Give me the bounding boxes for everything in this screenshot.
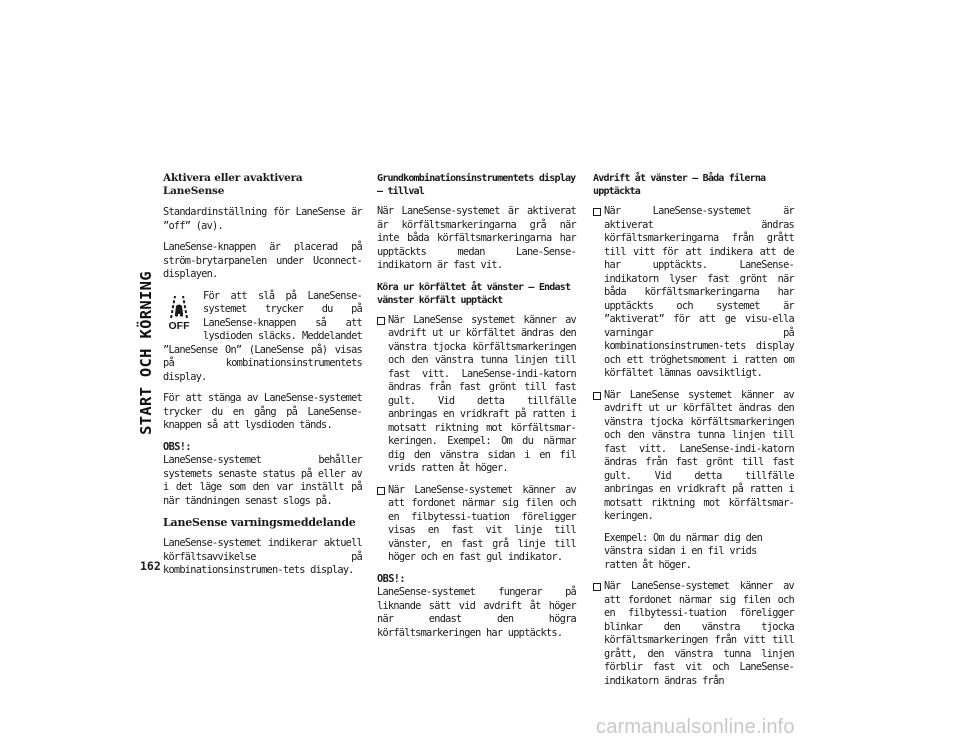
bullet-item: När LaneSense systemet känner av avdrift ut ur körfältet ändras den vänstra tjocka körfältsmarkeringen och den vänstra tunna linjen till fast vitt. LaneSense-indi-katorn ändras från fast grönt till fast gult. Vid detta tillfälle anbringas en vridkraft på ratten i motsatt riktning mot körfältsmar-keringen. [593, 389, 794, 524]
column-3 [593, 172, 794, 696]
paragraph-turn-off: För att stänga av LaneSense-systemet trycker du en gång på LaneSense-knappen så att lysdioden tänds. [163, 392, 362, 431]
section-title: START OCH KÖRNING [137, 271, 155, 435]
lanesense-icon-block [163, 290, 362, 385]
bullet-item: När LaneSense-systemet är aktiverat ändras körfältsmarkeringarna från grått till vitt för att indikera att de har upptäckts. LaneSense-indikatorn lyser fast grönt när båda körfältsmarkeringarna har upptäckts och systemet är ”aktiverat” för att ge visu-ella varningar på kombinationsinstrumen-tets display och ett tröghetsmoment i ratten om körfältet lämnas oavsiktligt. [593, 205, 794, 381]
paragraph-turn-on: För att slå på LaneSense-systemet trycker du på LaneSense-knappen så att lysdioden släcks. Meddelandet ”LaneSense On” (LaneSense på) visas på kombinationsinstrumentets display. [163, 289, 362, 383]
paragraph-warning: LaneSense-systemet indikerar aktuell körfältsavvikelse på kombinationsinstrumen-tets display. [163, 537, 362, 576]
bullet-item: När LaneSense-systemet känner av att fordonet närmar sig filen och en filbytessi-tuation föreligger visas en fast vit linje till vänster, en fast grå linje till höger och en fast gul indikator. [377, 484, 576, 565]
lanesense-off-icon [163, 294, 195, 334]
heading-display-option: Grundkombinationsinstrumentets display – tillval [377, 173, 576, 197]
paragraph-example: Exempel: Om du närmar dig den vänstra sidan i en fil vrids ratten åt höger. [604, 531, 763, 571]
page-number: 162 [140, 559, 161, 573]
note-label: OBS!: [163, 440, 191, 453]
watermark: carmanualsonline.info [596, 716, 795, 738]
bullet-item: När LaneSense systemet känner av avdrift ut ur körfältet ändras den vänstra tjocka körfältsmarkeringen och den vänstra tunna linjen till fast vitt. LaneSense-indi-katorn ändras från fast grönt till fast gult. Vid detta tillfälle anbringas en vridkraft på ratten i motsatt riktning mot körfältsmar-keringen. Exempel: Om du närmar dig den vänstra sidan i en fil vrids ratten åt höger. [377, 314, 576, 476]
heading-both-lanes: Avdrift åt vänster – Båda filerna upptäckta [593, 173, 766, 197]
bullet-item: När LaneSense-systemet känner av att fordonet närmar sig filen och en filbytessi-tuation föreligger blinkar den vänstra tjocka körfältsmarkeringen från vitt till grått, den vänstra tunna linjen förblir fast vit och LaneSense-indikatorn ändras från [593, 580, 794, 688]
note-text: LaneSense-systemet behåller systemets senaste status på eller av i det läge som den var inställt på när tändningen senast slogs på. [163, 454, 362, 507]
note-block-2 [377, 573, 576, 641]
note-label: OBS!: [377, 572, 405, 585]
lane-car-icon [166, 294, 192, 320]
paragraph-display: När LaneSense-systemet är aktiverat är körfältsmarkeringarna grå när inte båda körfältsmarkeringarna har upptäckts medan Lane-Sense-indikatorn är fast vit. [377, 205, 576, 271]
column-2 [377, 172, 576, 648]
note-block-1 [163, 441, 362, 509]
paragraph-default-setting: Standardinställning för LaneSense är ”off” (av). [163, 206, 362, 232]
paragraph-button-location: LaneSense-knappen är placerad på ström-brytarpanelen under Uconnect-displayen. [163, 241, 362, 280]
heading-warning: LaneSense varningsmeddelande [163, 516, 356, 529]
section-side-tab [136, 168, 156, 538]
off-label: OFF [168, 319, 190, 332]
note-text: LaneSense-systemet fungerar på liknande sätt vid avdrift åt höger när endast den högra körfältsmarkeringen har upptäckts. [377, 586, 576, 639]
heading-activate: Aktivera eller avaktivera LaneSense [163, 172, 303, 197]
column-1 [163, 172, 362, 586]
heading-left-only: Köra ur körfältet åt vänster – Endast vänster körfält upptäckt [377, 281, 571, 306]
